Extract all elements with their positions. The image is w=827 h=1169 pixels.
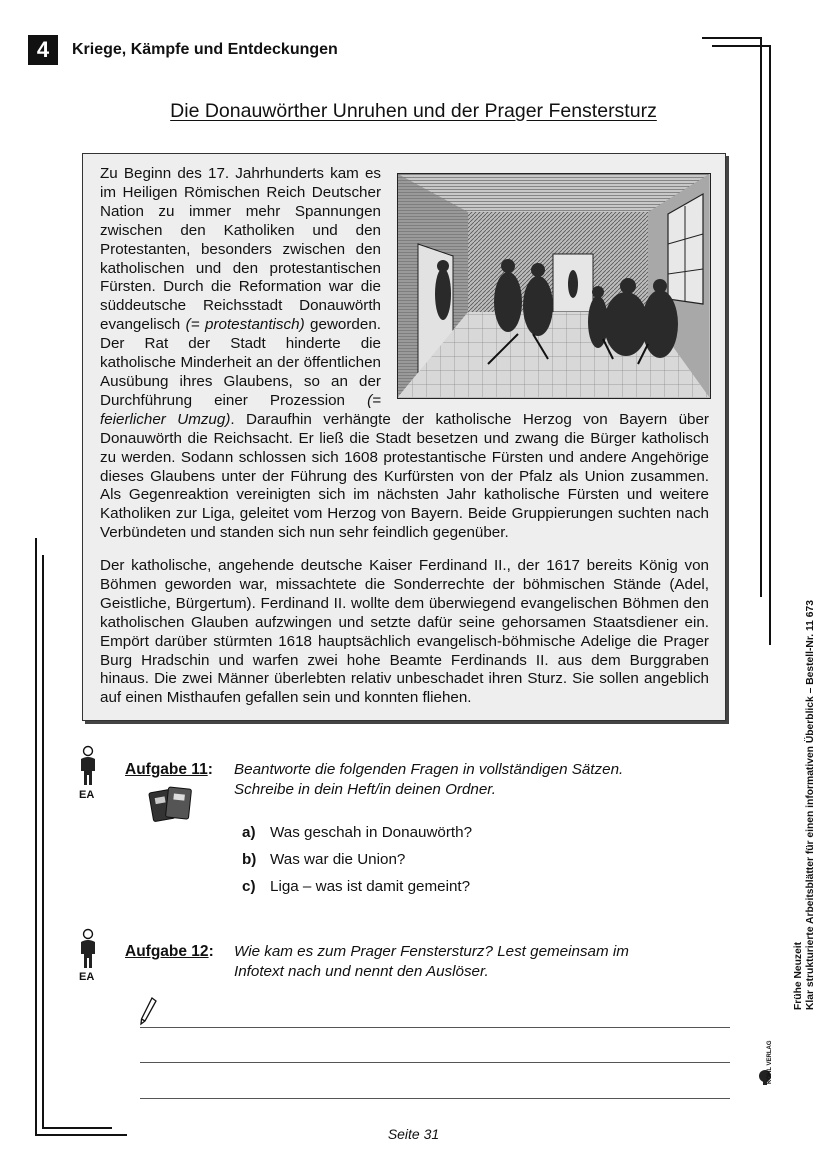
- frame-line-left-2: [42, 555, 44, 1127]
- task-11-instruction-line-1: Beantworte die folgenden Fragen in vollständigen Sätzen.: [234, 761, 624, 778]
- chapter-title: Kriege, Kämpfe und Entdeckungen: [72, 41, 338, 58]
- task-11-instruction: [234, 760, 714, 800]
- frame-line-right-2: [769, 45, 771, 645]
- question-a: a) Was geschah in Donauwörth?: [242, 824, 473, 841]
- task-11-label: Aufgabe 11:: [125, 761, 213, 778]
- task-11-instruction-line-2: Schreibe in dein Heft/in deinen Ordner.: [234, 781, 496, 798]
- svg-text:KOHL VERLAG: KOHL VERLAG: [767, 1040, 773, 1084]
- info-paragraph-1: Zu Beginn des 17. Jahrhunderts kam es im Heiligen Römischen Reich Deutscher Nation zu immer mehr Spannungen zwischen den Katholiken und den Protestanten, besonders zwischen den katholischen und den protestantischen Fürsten. Durch die Reformation war die süddeutsche Reichsstadt Donauwörth evangelisch (= protestantisch) geworden. Der Rat der Stadt hinderte die katholische Minderheit an der öffentlichen Ausübung ihres Glaubens, so an der Durchführung einer Prozession (= feierlicher Umzug). Daraufhin verhängte der katholische Herzog von Bayern über Donauwörth die Reichsacht. Er ließ die Stadt besetzen und zwang die Bürger katholisch zu werden. Sodann schlossen sich 1608 protestantische Fürsten und andere Angehörige dieses Glaubens unter der Führung des Kurfürsten von der Pfalz als Union zusammen. Als Gegenreaktion vereinigten sich im nächsten Jahr katholische Fürsten und weitere Katholiken zur Liga, geleitet vom Herzog von Bayern. Beide Gruppierungen suchten nach Verbündeten und standen sich nun sehr feindlich gegenüber.: [100, 165, 709, 542]
- page-number: Seite 31: [387, 1126, 440, 1142]
- frame-line-top-1: [702, 37, 762, 39]
- question-c: c) Liga – was ist damit gemeint?: [242, 878, 471, 895]
- publisher-logo: [757, 1040, 785, 1086]
- sidebar-book-title: Klar strukturierte Arbeitsblätter für einen informativen Überblick – Bestell-Nr. 11 673: [805, 600, 816, 1010]
- task-11-mode-label: EA: [79, 789, 95, 801]
- question-b: b) Was war die Union?: [242, 851, 406, 868]
- info-text-box: [82, 153, 726, 721]
- task-12-instruction-line-1: Wie kam es zum Prager Fenstersturz? Lest gemeinsam im: [234, 943, 629, 960]
- sidebar-series-title: Frühe Neuzeit: [793, 941, 804, 1010]
- frame-line-left-1: [35, 538, 37, 1136]
- task-12-label: Aufgabe 12:: [125, 943, 214, 960]
- notebook-folder-icon: [148, 785, 194, 823]
- engraving-illustration: [398, 174, 709, 397]
- answer-line-2[interactable]: [140, 1062, 730, 1063]
- page-title: Die Donauwörther Unruhen und der Prager Fenstersturz: [170, 100, 657, 122]
- student-figure-icon: [77, 928, 99, 970]
- task-12-instruction: [234, 942, 714, 982]
- info-paragraph-2: Der katholische, angehende deutsche Kaiser Ferdinand II., der 1617 bereits König von Böhmen geworden war, missachtete die Sonderrechte der böhmischen Stände (Adel, Geistliche, Bürgertum). Ferdinand II. wollte dem überwiegend evangelischen Böhmen den katholischen Glauben aufzwingen und setzte dafür seine gehorsamen Staatsdiener ein. Empört darüber stürmten 1618 hauptsächlich evangelisch-böhmische Adelige die Prager Burg Hradschin und warfen zwei hohe Beamte Ferdinands II. aus dem Burggraben hinaus. Die zwei Männer überlebten relativ unbeschadet ihren Sturz. Sie sollen angeblich auf einen Misthaufen gefallen sein und konnten fliehen.: [100, 557, 709, 707]
- student-figure-icon: [77, 745, 99, 787]
- task-12-instruction-line-2: Infotext nach und nennt den Auslöser.: [234, 963, 489, 980]
- chapter-number-badge: 4: [28, 35, 58, 65]
- sidebar-publication-info: [793, 600, 817, 1010]
- engraving-image: [397, 173, 711, 399]
- answer-line-1[interactable]: [140, 1027, 730, 1028]
- pencil-icon: [138, 996, 158, 1026]
- answer-line-3[interactable]: [140, 1098, 730, 1099]
- task-12-mode-label: EA: [79, 971, 95, 983]
